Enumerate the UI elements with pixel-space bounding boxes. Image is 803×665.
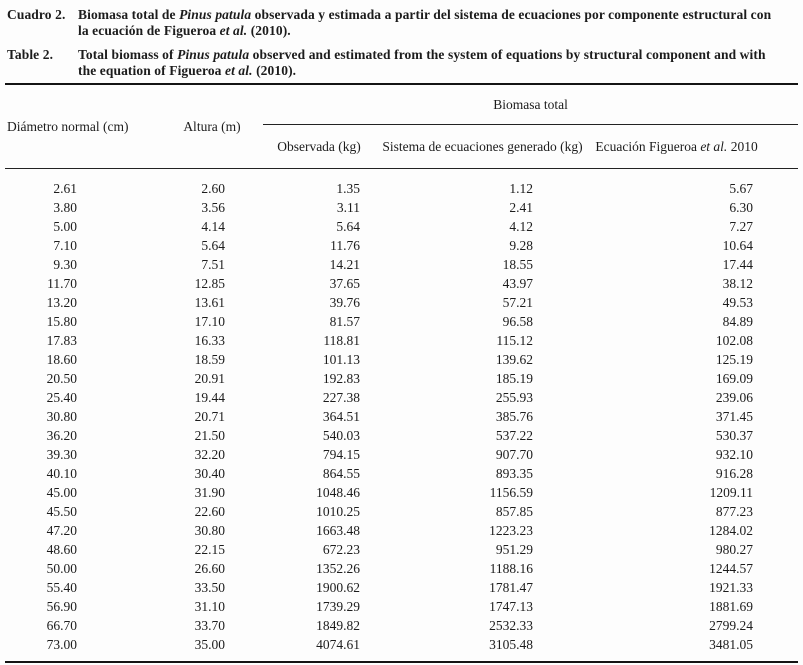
table-cell: 40.10 xyxy=(46,465,77,481)
table-cell: 84.89 xyxy=(722,313,754,329)
table-cell: 19.44 xyxy=(194,389,225,405)
table-cell: 7.27 xyxy=(729,218,754,234)
text-segment: the equation of Figueroa xyxy=(78,63,225,78)
table-cell: 1921.33 xyxy=(709,579,754,595)
table-cell: 7.10 xyxy=(53,237,77,253)
table-cell: 6.30 xyxy=(729,199,754,215)
caption-english xyxy=(7,47,797,79)
table-cell: 1010.25 xyxy=(316,503,360,519)
table-cell: 21.50 xyxy=(194,427,225,443)
table-cell: 55.40 xyxy=(46,579,77,595)
text-segment: et al. xyxy=(700,139,728,154)
table-cell: 3.11 xyxy=(336,199,360,215)
column-header-equation-system: Sistema de ecuaciones generado (kg) xyxy=(375,125,590,169)
table-cell: 102.08 xyxy=(715,332,754,348)
table-cell: 26.60 xyxy=(194,560,225,576)
table-cell: 73.00 xyxy=(46,636,77,652)
column-header-height: Altura (m) xyxy=(170,84,263,169)
table-cell: 530.37 xyxy=(715,427,754,443)
table-body xyxy=(5,169,798,663)
table-cell: 1352.26 xyxy=(316,560,360,576)
table-cell: 96.58 xyxy=(502,313,533,329)
table-cell: 45.00 xyxy=(46,484,77,500)
table-row xyxy=(5,255,798,274)
table-cell: 20.91 xyxy=(194,370,225,386)
table-row xyxy=(5,274,798,293)
text-segment: observed and estimated from the system of equations by structural component and with xyxy=(249,47,766,62)
table-cell: 1849.82 xyxy=(316,617,360,633)
table-cell: 125.19 xyxy=(715,351,754,367)
table-cell: 18.55 xyxy=(502,256,533,272)
table-cell: 1663.48 xyxy=(316,522,360,538)
text-segment: et al. xyxy=(219,23,248,38)
table-cell: 30.80 xyxy=(194,522,225,538)
table-cell: 3.56 xyxy=(201,199,225,215)
table-cell: 22.15 xyxy=(194,541,225,557)
table-cell: 33.70 xyxy=(194,617,225,633)
table-cell: 13.20 xyxy=(46,294,77,310)
caption-line xyxy=(78,47,797,63)
caption-line xyxy=(78,23,797,39)
table-cell: 18.60 xyxy=(46,351,77,367)
table-cell: 81.57 xyxy=(329,313,360,329)
column-header-figueroa-equation xyxy=(590,125,798,169)
table-cell: 255.93 xyxy=(495,389,533,405)
table-cell: 115.12 xyxy=(496,332,533,348)
table-cell: 39.30 xyxy=(46,446,77,462)
table-cell: 2.41 xyxy=(509,199,533,215)
text-segment: et al. xyxy=(225,63,253,78)
caption-spanish xyxy=(7,7,797,39)
table-cell: 5.64 xyxy=(201,237,225,253)
table-cell: 1900.62 xyxy=(316,579,360,595)
table-row xyxy=(5,540,798,559)
caption-spanish-text xyxy=(78,7,797,39)
table-cell: 12.85 xyxy=(194,275,225,291)
table-cell: 5.67 xyxy=(729,180,754,196)
table-cell: 118.81 xyxy=(323,332,360,348)
text-segment: (2010). xyxy=(247,23,291,38)
table-cell: 9.30 xyxy=(53,256,77,272)
table-cell: 50.00 xyxy=(46,560,77,576)
table-cell: 169.09 xyxy=(715,370,754,386)
text-segment: Total biomass of xyxy=(78,47,178,62)
column-header-diameter: Diámetro normal (cm) xyxy=(5,84,170,169)
table-cell: 31.90 xyxy=(194,484,225,500)
table-cell: 907.70 xyxy=(495,446,533,462)
table-cell: 185.19 xyxy=(495,370,533,386)
table-cell: 1.35 xyxy=(336,180,360,196)
table-cell: 101.13 xyxy=(322,351,360,367)
table-cell: 43.97 xyxy=(502,275,533,291)
table-row xyxy=(5,331,798,350)
table-cell: 794.15 xyxy=(322,446,360,462)
table-cell: 2799.24 xyxy=(709,617,754,633)
table-row xyxy=(5,217,798,236)
table-cell: 385.76 xyxy=(495,408,533,424)
table-cell: 17.83 xyxy=(46,332,77,348)
caption-line xyxy=(78,7,797,23)
text-segment: (2010). xyxy=(252,63,297,78)
table-cell: 10.64 xyxy=(722,237,754,253)
table-cell: 672.23 xyxy=(322,541,360,557)
table-cell: 7.51 xyxy=(201,256,225,272)
table-cell: 32.20 xyxy=(194,446,225,462)
table-cell: 877.23 xyxy=(715,503,754,519)
table-cell: 1284.02 xyxy=(709,522,754,538)
table-cell: 2532.33 xyxy=(489,617,533,633)
table-cell: 1156.59 xyxy=(489,484,533,500)
table-cell: 39.76 xyxy=(329,294,360,310)
table-cell: 2.60 xyxy=(201,180,225,196)
table-cell: 916.28 xyxy=(715,465,754,481)
table-row xyxy=(5,445,798,464)
text-segment: 2010 xyxy=(727,139,758,154)
table-cell: 57.21 xyxy=(502,294,533,310)
table-row xyxy=(5,578,798,597)
text-segment: Pinus patula xyxy=(179,7,252,22)
table-row xyxy=(5,236,798,255)
text-segment: Biomasa total de xyxy=(78,7,180,22)
table-cell: 5.00 xyxy=(53,218,77,234)
table-row xyxy=(5,388,798,407)
table-cell: 1881.69 xyxy=(709,598,754,614)
table-cell: 227.38 xyxy=(322,389,360,405)
table-cell: 139.62 xyxy=(495,351,533,367)
table-cell: 15.80 xyxy=(46,313,77,329)
table-cell: 48.60 xyxy=(46,541,77,557)
table-cell: 3.80 xyxy=(53,199,77,215)
table-cell: 45.50 xyxy=(46,503,77,519)
table-cell: 192.83 xyxy=(322,370,360,386)
table-cell: 1.12 xyxy=(509,180,533,196)
table-cell: 239.06 xyxy=(715,389,754,405)
table-cell: 20.50 xyxy=(46,370,77,386)
table-cell: 4.14 xyxy=(201,218,225,234)
table-cell: 1209.11 xyxy=(709,484,754,500)
table-cell: 364.51 xyxy=(322,408,360,424)
table-cell: 11.76 xyxy=(330,237,360,253)
table-cell: 13.61 xyxy=(194,294,225,310)
table-row xyxy=(5,464,798,483)
table-cell: 864.55 xyxy=(322,465,360,481)
table-row xyxy=(5,616,798,635)
table-cell: 17.44 xyxy=(722,256,754,272)
table-cell: 4.12 xyxy=(509,218,533,234)
table-cell: 1223.23 xyxy=(489,522,533,538)
table-row xyxy=(5,502,798,521)
table-row xyxy=(5,198,798,217)
text-segment: Pinus patula xyxy=(177,47,250,62)
caption-spanish-label: Cuadro 2. xyxy=(7,7,66,22)
table-header xyxy=(5,84,798,169)
table-cell: 66.70 xyxy=(46,617,77,633)
table-cell: 3105.48 xyxy=(489,636,533,652)
caption-line xyxy=(78,63,797,79)
table-cell: 1781.47 xyxy=(489,579,533,595)
table-cell: 11.70 xyxy=(47,275,77,291)
table-cell: 49.53 xyxy=(722,294,754,310)
table-row xyxy=(5,521,798,540)
biomass-table xyxy=(5,83,798,663)
table-cell: 980.27 xyxy=(715,541,754,557)
table-cell: 30.40 xyxy=(194,465,225,481)
text-segment: Ecuación Figueroa xyxy=(595,139,701,154)
table-cell: 37.65 xyxy=(329,275,360,291)
table-cell: 9.28 xyxy=(509,237,533,253)
table-cell: 4074.61 xyxy=(316,636,360,652)
table-row xyxy=(5,597,798,616)
table-cell: 38.12 xyxy=(722,275,754,291)
table-row xyxy=(5,426,798,445)
table-cell: 540.03 xyxy=(322,427,360,443)
table-cell: 22.60 xyxy=(194,503,225,519)
table-cell: 1747.13 xyxy=(489,598,533,614)
text-segment: observada y estimada a partir del sistema de ecuaciones por componente estructural con xyxy=(251,7,772,22)
table-cell: 47.20 xyxy=(46,522,77,538)
table-cell: 31.10 xyxy=(194,598,225,614)
table-cell: 35.00 xyxy=(194,636,225,652)
table-row xyxy=(5,312,798,331)
column-header-observed: Observada (kg) xyxy=(263,125,375,169)
table-cell: 932.10 xyxy=(715,446,754,462)
table-row xyxy=(5,369,798,388)
table-cell: 893.35 xyxy=(495,465,533,481)
table-row xyxy=(5,407,798,426)
table-cell: 17.10 xyxy=(194,313,225,329)
table-cell: 20.71 xyxy=(194,408,225,424)
table-cell: 33.50 xyxy=(194,579,225,595)
table-row xyxy=(5,350,798,369)
table-row xyxy=(5,169,798,199)
table-cell: 25.40 xyxy=(46,389,77,405)
table-row xyxy=(5,635,798,662)
table-cell: 951.29 xyxy=(495,541,533,557)
table-cell: 1739.29 xyxy=(316,598,360,614)
table-cell: 16.33 xyxy=(194,332,225,348)
table-cell: 371.45 xyxy=(715,408,754,424)
table-cell: 3481.05 xyxy=(709,636,754,652)
table-cell: 1048.46 xyxy=(316,484,360,500)
table-cell: 537.22 xyxy=(495,427,533,443)
table-cell: 1244.57 xyxy=(709,560,754,576)
header-row-group xyxy=(5,84,798,125)
table-cell: 36.20 xyxy=(46,427,77,443)
table-cell: 5.64 xyxy=(336,218,360,234)
table-row xyxy=(5,483,798,502)
table-cell: 1188.16 xyxy=(489,560,533,576)
text-segment: la ecuación de Figueroa xyxy=(78,23,220,38)
caption-english-text xyxy=(78,47,797,79)
table-cell: 14.21 xyxy=(329,256,360,272)
table-cell: 56.90 xyxy=(46,598,77,614)
table-row xyxy=(5,293,798,312)
column-group-total-biomass: Biomasa total xyxy=(263,84,798,125)
table-cell: 2.61 xyxy=(53,180,77,196)
table-cell: 30.80 xyxy=(46,408,77,424)
table-row xyxy=(5,559,798,578)
caption-english-label: Table 2. xyxy=(7,47,54,62)
table-cell: 857.85 xyxy=(495,503,533,519)
table-cell: 18.59 xyxy=(194,351,225,367)
